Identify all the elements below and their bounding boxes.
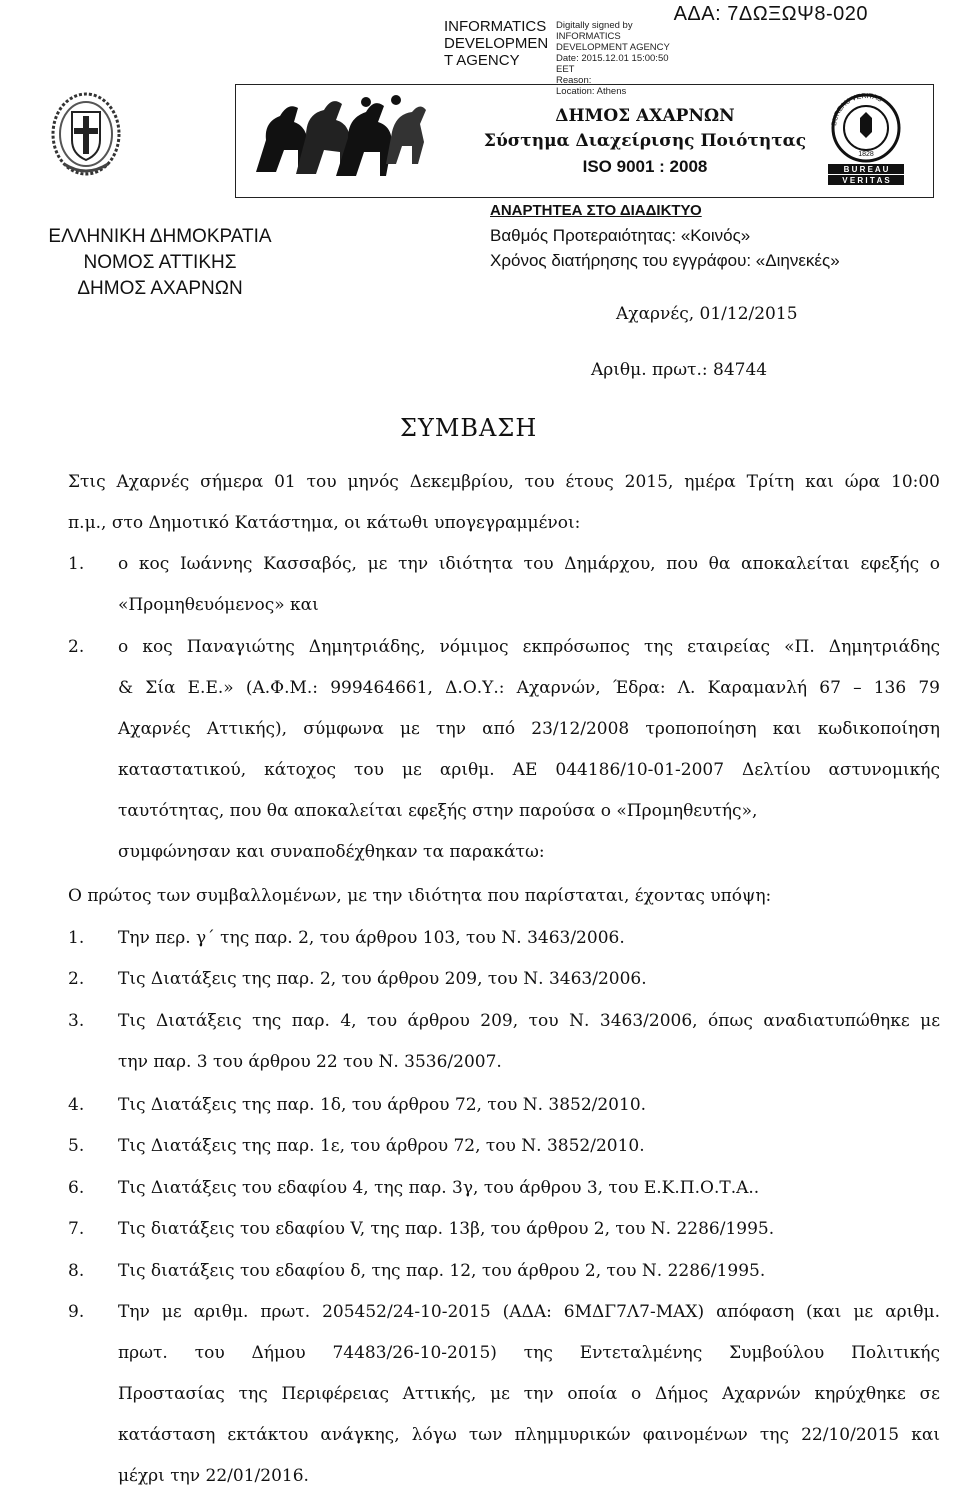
signature-org-line: INFORMATICS [444, 18, 547, 35]
consideration-number: 2. [68, 969, 85, 989]
consideration-line: Τις Διατάξεις του εδαφίου 4, της παρ. 3γ, του άρθρου 3, του Ε.Κ.Π.Ο.Τ.Α.. [118, 1178, 760, 1198]
consideration-line: Την περ. γ΄ της παρ. 2, του άρθρου 103, του Ν. 3463/2006. [118, 928, 625, 948]
svg-text:BUREAU VERITAS [831, 93, 883, 126]
consideration-number: 8. [68, 1261, 85, 1281]
signature-detail-line: Date: 2015.12.01 15:00:50 [556, 53, 669, 64]
consideration-line: Τις Διατάξεις της παρ. 4, του άρθρου 209, του Ν. 3463/2006, όπως αναδιατυπώθηκε με [118, 1011, 940, 1031]
party-line: ο κος Ιωάννης Κασσαβός, με την ιδιότητα του Δημάρχου, που θα αποκαλείται εφεξής ο [118, 554, 940, 574]
ada-code: ΑΔΑ: 7ΔΩΞΩΨ8-020 [673, 3, 868, 25]
protocol-number: Αριθμ. πρωτ.: 84744 [591, 360, 768, 380]
header-subtitle: Σύστημα Διαχείρισης Ποιότητας [483, 131, 807, 151]
consideration-line: Τις διατάξεις του εδαφίου V, της παρ. 13β, του άρθρου 2, του Ν. 2286/1995. [118, 1219, 775, 1239]
consideration-line: Την με αριθμ. πρωτ. 205452/24-10-2015 (ΑΔΑ: 6ΜΔΓ7Λ7-ΜΑΧ) απόφαση (και με αριθμ. [118, 1302, 940, 1322]
consideration-number: 3. [68, 1011, 85, 1031]
header-titles [480, 104, 810, 179]
document-date: Αχαρνές, 01/12/2015 [616, 304, 798, 324]
signature-detail-line: INFORMATICS [556, 31, 621, 42]
signature-detail-line: Digitally signed by [556, 20, 633, 31]
consideration-number: 7. [68, 1219, 85, 1239]
signature-detail-line: Reason: [556, 75, 592, 86]
consideration-line: Τις Διατάξεις της παρ. 1δ, του άρθρου 72, του Ν. 3852/2010. [118, 1095, 647, 1115]
bv-name-line1: B U R E A U [843, 165, 889, 174]
consideration-number: 5. [68, 1136, 85, 1156]
document-title: ΣΥΜΒΑΣΗ [400, 414, 538, 442]
header-iso: ISO 9001 : 2008 [582, 157, 708, 176]
signature-detail-line: EET [556, 64, 575, 75]
signature-org-line: DEVELOPMEN [444, 35, 549, 52]
issuing-authority [30, 224, 290, 302]
signature-org-line: T AGENCY [444, 52, 520, 69]
preamble-text: Ο πρώτος των συμβαλλομένων, με την ιδιότητα που παρίσταται, έχοντας υπόψη: [68, 886, 772, 906]
intro-line: Στις Αχαρνές σήμερα 01 του μηνός Δεκεμβρίου, του έτους 2015, ημέρα Τρίτη και ώρα 10:00 [68, 472, 940, 492]
preamble [68, 876, 940, 917]
priority-level: Βαθμός Προτεραιότητας: «Κοινός» [490, 226, 751, 245]
party-number: 1. [68, 554, 85, 574]
party-line: ο κος Παναγιώτης Δημητριάδης, νόμιμος εκπρόσωπος της εταιρείας «Π. Δημητριάδης [118, 637, 940, 657]
consideration-line: Τις Διατάξεις της παρ. 1ε, του άρθρου 72, του Ν. 3852/2010. [118, 1136, 645, 1156]
document-metadata [490, 198, 940, 273]
authority-line: ΝΟΜΟΣ ΑΤΤΙΚΗΣ [83, 252, 237, 273]
consideration-line: πρωτ. του Δήμου 74483/26-10-2015) της Εντεταλμένης Συμβούλου Πολιτικής [118, 1343, 940, 1363]
coat-of-arms-icon [50, 90, 122, 180]
header-title: ΔΗΜΟΣ ΑΧΑΡΝΩΝ [555, 106, 735, 126]
consideration-line: Τις Διατάξεις της παρ. 2, του άρθρου 209, του Ν. 3463/2006. [118, 969, 647, 989]
bv-arc-text: BUREAU VERITAS [831, 92, 884, 127]
signature-detail-line: Location: Athens [556, 86, 627, 97]
consideration-number: 6. [68, 1178, 85, 1198]
bureau-veritas-logo-icon [826, 88, 906, 186]
party-line: ταυτότητας, που θα αποκαλείται εφεξής στην παρούσα ο «Προμηθευτής», [118, 801, 758, 821]
party-line: Αχαρνές Αττικής), σύμφωνα με την από 23/12/2008 τροποποίηση και κωδικοποίηση [118, 719, 940, 739]
signature-detail-line: DEVELOPMENT AGENCY [556, 42, 670, 53]
consideration-line: την παρ. 3 του άρθρου 22 του Ν. 3536/2007. [118, 1052, 502, 1072]
consideration-line: Τις διατάξεις του εδαφίου δ, της παρ. 12, του άρθρου 2, του Ν. 2286/1995. [118, 1261, 766, 1281]
bv-year: 1828 [858, 151, 874, 158]
consideration-line: κατάσταση εκτάκτου ανάγκης, λόγω των πλημμυρικών φαινομένων της 22/10/2015 και [118, 1425, 940, 1445]
posting-notice: ΑΝΑΡΤΗΤΕΑ ΣΤΟ ΔΙΑΔΙΚΤΥΟ [490, 202, 702, 219]
intro-line: π.μ., στο Δημοτικό Κατάστημα, οι κάτωθι υπογεγραμμένοι: [68, 513, 581, 533]
party-line: «Προμηθευόμενος» και [118, 595, 319, 615]
authority-line: ΕΛΛΗΝΙΚΗ ΔΗΜΟΚΡΑΤΙΑ [48, 226, 272, 247]
authority-line: ΔΗΜΟΣ ΑΧΑΡΝΩΝ [77, 278, 243, 299]
consideration-line: μέχρι την 22/01/2016. [118, 1466, 309, 1486]
horses-sculpture-logo-icon [236, 92, 436, 184]
consideration-number: 4. [68, 1095, 85, 1115]
signature-organization [444, 18, 554, 69]
bv-name-line2: V E R I T A S [842, 176, 890, 185]
party-number: 2. [68, 637, 85, 657]
party-line: συμφώνησαν και συναποδέχθηκαν τα παρακάτω: [118, 842, 545, 862]
retention-period: Χρόνος διατήρησης του εγγράφου: «Διηνεκές» [490, 251, 840, 270]
intro-paragraph [68, 462, 940, 544]
consideration-number: 9. [68, 1302, 85, 1322]
party-line: & Σία Ε.Ε.» (Α.Φ.Μ.: 999464661, Δ.Ο.Υ.: Αχαρνών, Έδρα: Λ. Καραμανλή 67 – 136 79 [118, 678, 940, 698]
consideration-line: Προστασίας της Περιφέρειας Αττικής, με την οποία ο Δήμος Αχαρνών κηρύχθηκε σε [118, 1384, 940, 1404]
consideration-number: 1. [68, 928, 85, 948]
party-line: καταστατικού, κάτοχος του με αριθμ. ΑΕ 044186/10-01-2007 Δελτίου αστυνομικής [118, 760, 940, 780]
